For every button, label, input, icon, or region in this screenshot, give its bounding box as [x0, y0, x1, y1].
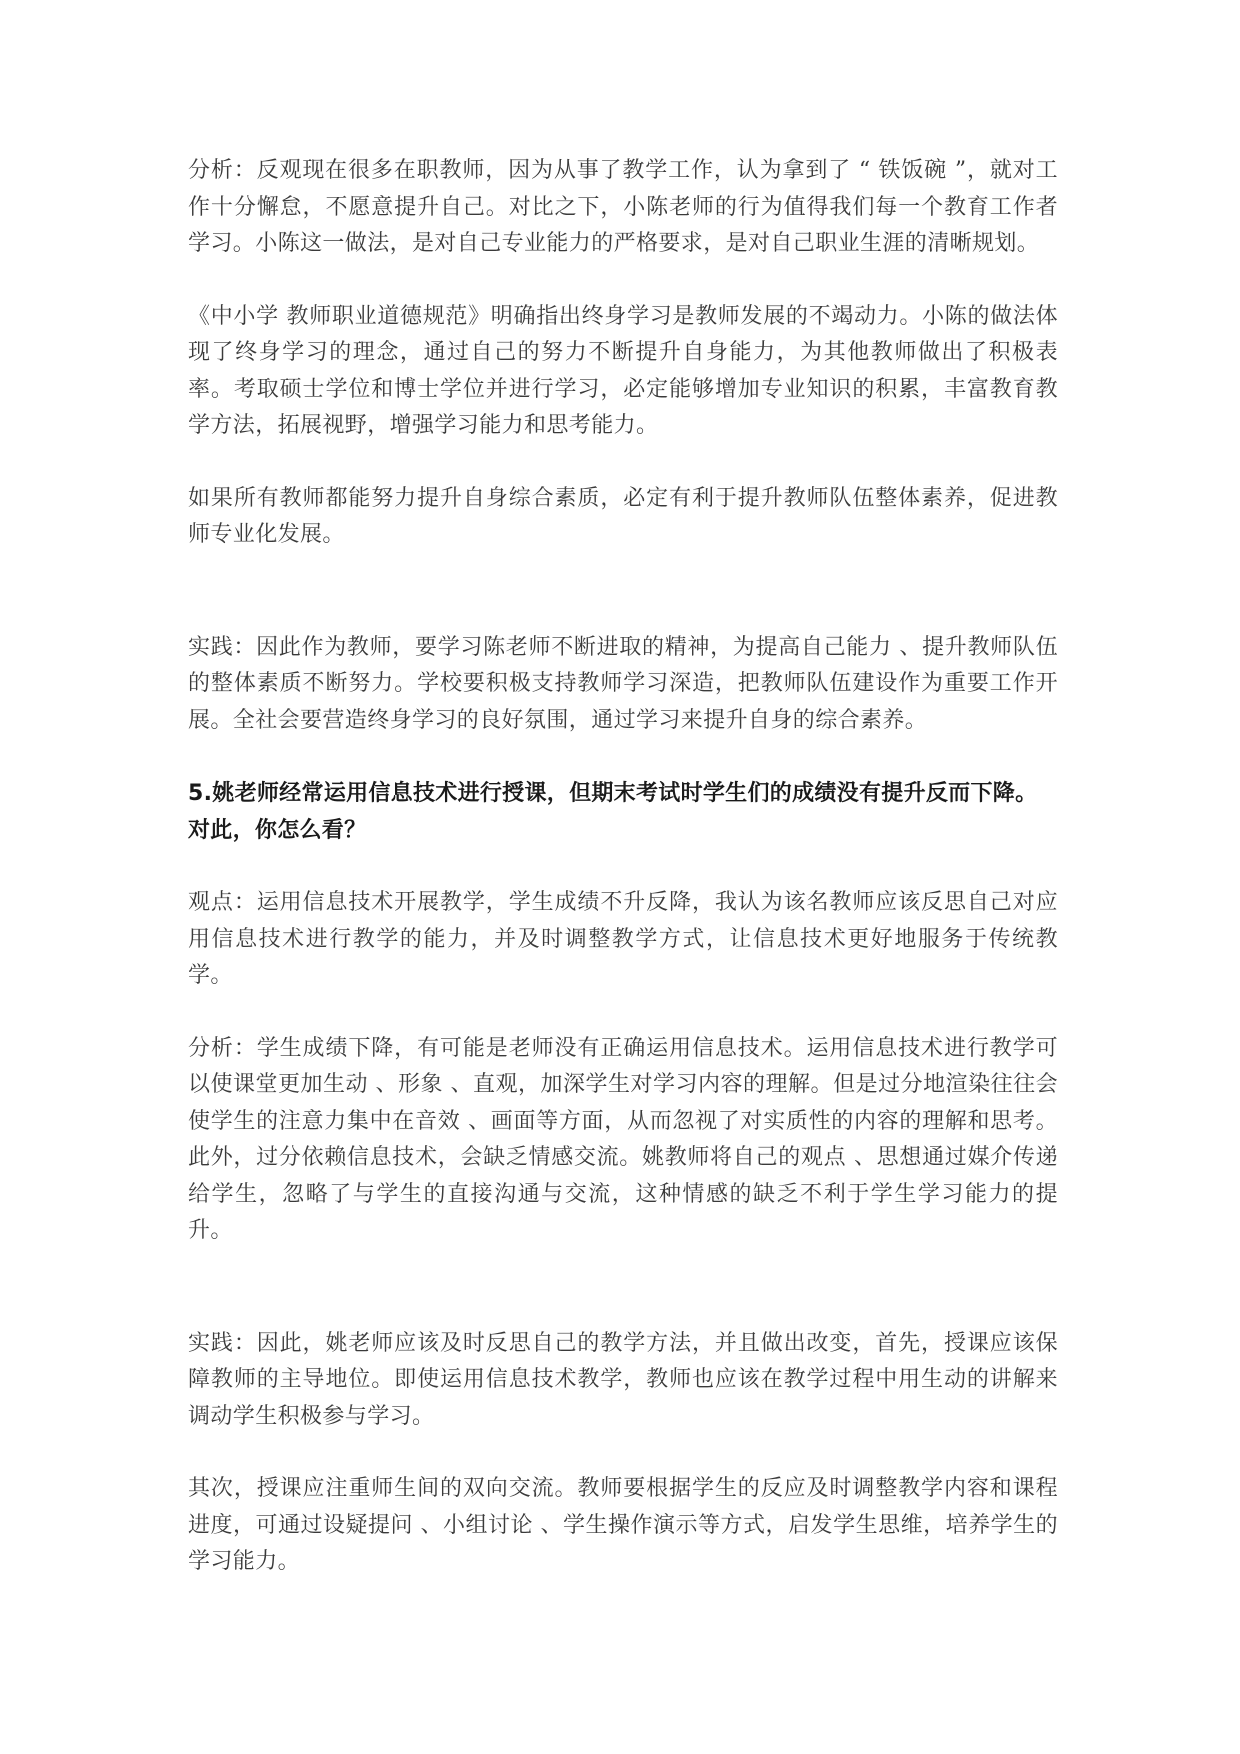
document-body	[188, 153, 1058, 1581]
paragraph-spacer	[188, 1250, 1058, 1326]
paragraph-viewpoint: 观点：运用信息技术开展教学，学生成绩不升反降，我认为该名教师应该反思自己对应用信息技术进行教学的能力，并及时调整教学方式，让信息技术更好地服务于传统教学。	[188, 890, 1058, 988]
paragraph-analysis-1: 分析：反观现在很多在职教师，因为从事了教学工作，认为拿到了 “ 铁饭碗 ”，就对工作十分懈怠，不愿意提升自己。对比之下，小陈老师的行为值得我们每一个教育工作者学习。小陈这一做法，是对自己专业能力的严格要求，是对自己职业生涯的清晰规划。	[188, 158, 1058, 256]
paragraph-spacer	[188, 739, 1058, 775]
paragraph-spacer	[188, 263, 1058, 299]
question-heading-5: 5.姚老师经常运用信息技术进行授课，但期末考试时学生们的成绩没有提升反而下降。对此，你怎么看？	[188, 781, 1038, 843]
paragraph-analysis-2: 分析：学生成绩下降，有可能是老师没有正确运用信息技术。运用信息技术进行教学可以使课堂更加生动 、形象 、直观，加深学生对学习内容的理解。但是过分地渲染往往会使学生的注意力集中在音效 、画面等方面，从而忽视了对实质性的内容的理解和思考。此外，过分依赖信息技术，会缺乏情感交流。姚教师将自己的观点 、思想通过媒介传递给学生，忽略了与学生的直接沟通与交流，这种情感的缺乏不利于学生学习能力的提升。	[188, 1035, 1058, 1243]
paragraph-spacer	[188, 995, 1058, 1031]
paragraph-code-of-ethics: 《中小学 教师职业道德规范》明确指出终身学习是教师发展的不竭动力。小陈的做法体现了终身学习的理念，通过自己的努力不断提升自身能力，为其他教师做出了积极表率。考取硕士学位和博士学位并进行学习，必定能够增加专业知识的积累，丰富教育教学方法，拓展视野，增强学习能力和思考能力。	[188, 303, 1058, 438]
paragraph-spacer	[188, 445, 1058, 481]
paragraph-conclusion-1: 如果所有教师都能努力提升自身综合素质，必定有利于提升教师队伍整体素养，促进教师专业化发展。	[188, 485, 1058, 547]
paragraph-spacer	[188, 554, 1058, 630]
paragraph-practice-1: 实践：因此作为教师，要学习陈老师不断进取的精神，为提高自己能力 、提升教师队伍的整体素质不断努力。学校要积极支持教师学习深造，把教师队伍建设作为重要工作开展。全社会要营造终身学习的良好氛围，通过学习来提升自身的综合素养。	[188, 634, 1058, 733]
paragraph-spacer	[188, 1435, 1058, 1471]
paragraph-secondly: 其次，授课应注重师生间的双向交流。教师要根据学生的反应及时调整教学内容和课程进度，可通过设疑提问 、小组讨论 、学生操作演示等方式，启发学生思维，培养学生的学习能力。	[188, 1476, 1058, 1574]
paragraph-practice-2: 实践：因此，姚老师应该及时反思自己的教学方法，并且做出改变，首先，授课应该保障教师的主导地位。即使运用信息技术教学，教师也应该在教学过程中用生动的讲解来调动学生积极参与学习。	[188, 1330, 1058, 1429]
paragraph-spacer	[188, 849, 1058, 885]
